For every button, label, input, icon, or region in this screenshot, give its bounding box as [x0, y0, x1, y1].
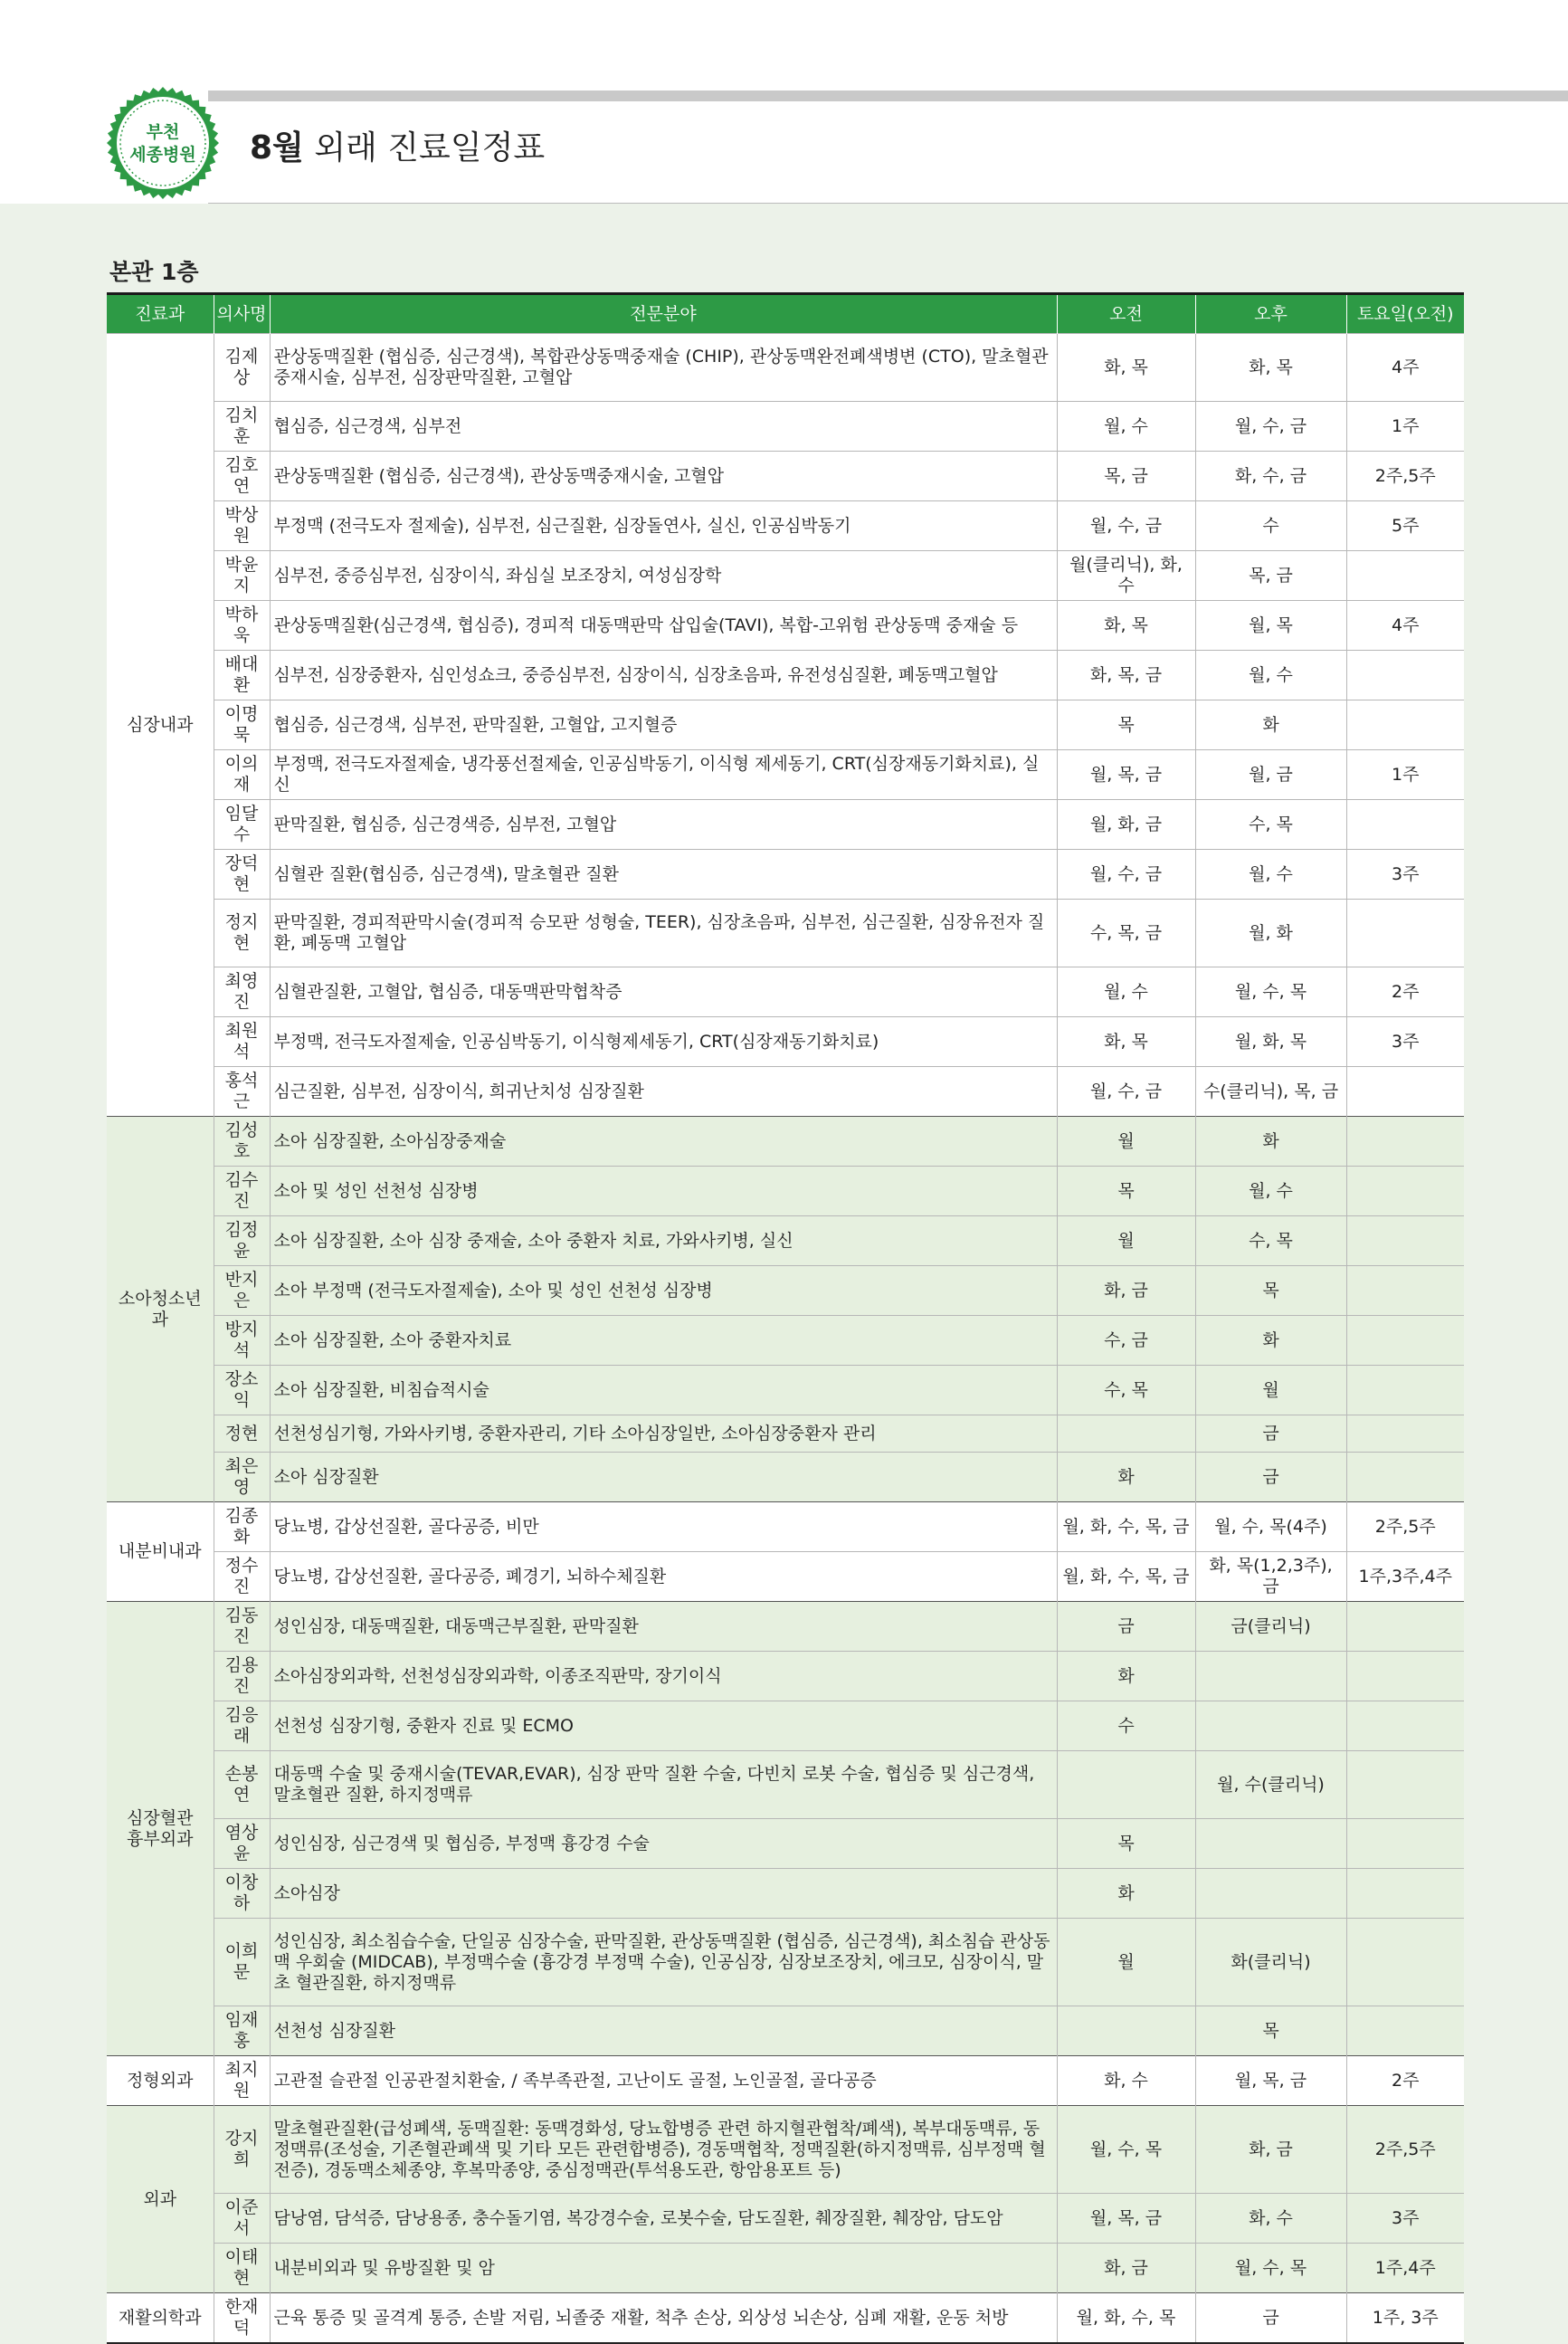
col-header-dept: 진료과	[107, 294, 214, 334]
afternoon-days: 월, 수	[1195, 651, 1346, 700]
saturday-weeks	[1346, 1602, 1464, 1652]
specialty: 소아 심장질환, 비침습적시술	[270, 1366, 1057, 1415]
saturday-weeks	[1346, 551, 1464, 601]
afternoon-days: 화, 수, 금	[1195, 452, 1346, 501]
specialty: 협심증, 심근경색, 심부전, 판막질환, 고혈압, 고지혈증	[270, 700, 1057, 750]
saturday-weeks	[1346, 1167, 1464, 1216]
specialty: 소아 심장질환, 소아 심장 중재술, 소아 중환자 치료, 가와사키병, 실신	[270, 1216, 1057, 1266]
table-row	[107, 1869, 1464, 1919]
morning-days: 월, 화, 수, 목	[1057, 2293, 1195, 2343]
doctor-name: 한재덕	[214, 2293, 270, 2343]
afternoon-days: 수(클리닉), 목, 금	[1195, 1067, 1346, 1117]
afternoon-days: 수	[1195, 501, 1346, 551]
afternoon-days	[1195, 1701, 1346, 1751]
table-row	[107, 1117, 1464, 1167]
hospital-name-line1: 부천	[146, 122, 180, 142]
specialty: 부정맥 (전극도자 절제술), 심부전, 심근질환, 심장돌연사, 실신, 인공심박동기	[270, 501, 1057, 551]
morning-days: 화, 목	[1057, 601, 1195, 651]
afternoon-days: 목, 금	[1195, 551, 1346, 601]
saturday-weeks	[1346, 1869, 1464, 1919]
afternoon-days: 수, 목	[1195, 1216, 1346, 1266]
table-row	[107, 1266, 1464, 1316]
page-header	[0, 0, 1568, 204]
specialty: 소아심장	[270, 1869, 1057, 1919]
morning-days: 화, 목, 금	[1057, 651, 1195, 700]
doctor-name: 정현	[214, 1415, 270, 1453]
doctor-name: 박하욱	[214, 601, 270, 651]
morning-days: 수	[1057, 1701, 1195, 1751]
afternoon-days	[1195, 1869, 1346, 1919]
hospital-name	[107, 121, 219, 167]
specialty: 성인심장, 최소침습수술, 단일공 심장수술, 판막질환, 관상동맥질환 (협심증, 심근경색), 최소침습 관상동맥 우회술 (MIDCAB), 부정맥수술 (흉강경 부정맥 수술), 인공심장, 심장보조장치, 에크모, 심장이식, 말초 혈관질환, 하지정맥류	[270, 1919, 1057, 2006]
morning-days: 목, 금	[1057, 452, 1195, 501]
table-row	[107, 1216, 1464, 1266]
afternoon-days	[1195, 1819, 1346, 1869]
afternoon-days	[1195, 1652, 1346, 1701]
table-row	[107, 501, 1464, 551]
afternoon-days: 화(클리닉)	[1195, 1919, 1346, 2006]
table-row	[107, 551, 1464, 601]
afternoon-days: 월, 수, 목	[1195, 967, 1346, 1017]
specialty: 성인심장, 대동맥질환, 대동맥근부질환, 판막질환	[270, 1602, 1057, 1652]
saturday-weeks: 2주	[1346, 2056, 1464, 2106]
table-row	[107, 601, 1464, 651]
saturday-weeks: 1주,3주,4주	[1346, 1552, 1464, 1602]
morning-days: 월, 목, 금	[1057, 750, 1195, 800]
doctor-name: 김정윤	[214, 1216, 270, 1266]
morning-days: 월, 수, 금	[1057, 850, 1195, 900]
saturday-weeks	[1346, 1453, 1464, 1502]
dept-name: 재활의학과	[107, 2293, 214, 2343]
saturday-weeks	[1346, 900, 1464, 967]
table-row	[107, 651, 1464, 700]
specialty: 관상동맥질환 (협심증, 심근경색), 복합관상동맥중재술 (CHIP), 관상동맥완전폐색병변 (CTO), 말초혈관중재시술, 심부전, 심장판막질환, 고혈압	[270, 334, 1057, 402]
morning-days: 월, 수, 목	[1057, 2106, 1195, 2194]
specialty: 소아심장외과학, 선천성심장외과학, 이종조직판막, 장기이식	[270, 1652, 1057, 1701]
morning-days: 월, 수	[1057, 402, 1195, 452]
table-row	[107, 750, 1464, 800]
doctor-name: 손봉연	[214, 1751, 270, 1819]
afternoon-days: 화, 목(1,2,3주), 금	[1195, 1552, 1346, 1602]
afternoon-days: 월, 목, 금	[1195, 2056, 1346, 2106]
saturday-weeks: 5주	[1346, 501, 1464, 551]
dept-group	[107, 2056, 1464, 2106]
doctor-name: 김수진	[214, 1167, 270, 1216]
morning-days: 월(클리닉), 화, 수	[1057, 551, 1195, 601]
table-row	[107, 1751, 1464, 1819]
header-divider	[208, 203, 1568, 204]
doctor-name: 김응래	[214, 1701, 270, 1751]
specialty: 당뇨병, 갑상선질환, 골다공증, 폐경기, 뇌하수체질환	[270, 1552, 1057, 1602]
saturday-weeks: 3주	[1346, 1017, 1464, 1067]
specialty: 내분비외과 및 유방질환 및 암	[270, 2244, 1057, 2293]
doctor-name: 방지석	[214, 1316, 270, 1366]
specialty: 심혈관 질환(협심증, 심근경색), 말초혈관 질환	[270, 850, 1057, 900]
dept-group	[107, 1117, 1464, 1502]
saturday-weeks	[1346, 1366, 1464, 1415]
doctor-name: 이의재	[214, 750, 270, 800]
afternoon-days: 금(클리닉)	[1195, 1602, 1346, 1652]
table-row	[107, 1701, 1464, 1751]
doctor-name: 김제상	[214, 334, 270, 402]
doctor-name: 이준서	[214, 2194, 270, 2244]
afternoon-days: 목	[1195, 1266, 1346, 1316]
afternoon-days: 월, 수	[1195, 850, 1346, 900]
doctor-name: 정지현	[214, 900, 270, 967]
afternoon-days: 월, 수, 금	[1195, 402, 1346, 452]
specialty: 소아 심장질환	[270, 1453, 1057, 1502]
saturday-weeks	[1346, 1316, 1464, 1366]
morning-days: 화	[1057, 1453, 1195, 1502]
morning-days: 화, 금	[1057, 2244, 1195, 2293]
doctor-name: 염상윤	[214, 1819, 270, 1869]
morning-days: 화, 목	[1057, 334, 1195, 402]
specialty: 소아 부정맥 (전극도자절제술), 소아 및 성인 선천성 심장병	[270, 1266, 1057, 1316]
specialty: 심부전, 심장중환자, 심인성쇼크, 중증심부전, 심장이식, 심장초음파, 유전성심질환, 폐동맥고혈압	[270, 651, 1057, 700]
morning-days	[1057, 1415, 1195, 1453]
morning-days: 금	[1057, 1602, 1195, 1652]
table-row	[107, 1919, 1464, 2006]
saturday-weeks: 1주	[1346, 402, 1464, 452]
table-row	[107, 1017, 1464, 1067]
dept-group	[107, 1602, 1464, 2056]
saturday-weeks	[1346, 1701, 1464, 1751]
doctor-name: 김종화	[214, 1502, 270, 1552]
table-row	[107, 1316, 1464, 1366]
saturday-weeks	[1346, 2006, 1464, 2056]
table-row	[107, 452, 1464, 501]
col-header-saturday: 토요일(오전)	[1346, 294, 1464, 334]
dept-name: 심장내과	[107, 334, 214, 1117]
specialty: 판막질환, 경피적판막시술(경피적 승모판 성형술, TEER), 심장초음파, 심부전, 심근질환, 심장유전자 질환, 폐동맥 고혈압	[270, 900, 1057, 967]
afternoon-days: 목	[1195, 2006, 1346, 2056]
doctor-name: 박상원	[214, 501, 270, 551]
morning-days: 수, 목	[1057, 1366, 1195, 1415]
specialty: 말초혈관질환(급성폐색, 동맥질환: 동맥경화성, 당뇨합병증 관련 하지혈관협착/폐색), 복부대동맥류, 동정맥류(조성술, 기존혈관폐색 및 기타 모든 관련합병증), 경동맥협착, 정맥질환(하지정맥류, 심부정맥 혈전증), 경동맥소체종양, 후복막종양, 중심정맥관(투석용도관, 항암용포트 등)	[270, 2106, 1057, 2194]
table-row	[107, 1552, 1464, 1602]
morning-days: 화	[1057, 1869, 1195, 1919]
afternoon-days: 월, 수, 목	[1195, 2244, 1346, 2293]
table-row	[107, 850, 1464, 900]
schedule-table-wrapper	[107, 292, 1464, 2344]
saturday-weeks	[1346, 1652, 1464, 1701]
section-label: 본관 1층	[109, 259, 199, 285]
specialty: 심근질환, 심부전, 심장이식, 희귀난치성 심장질환	[270, 1067, 1057, 1117]
table-row	[107, 2006, 1464, 2056]
afternoon-days: 화, 목	[1195, 334, 1346, 402]
dept-group	[107, 2106, 1464, 2293]
specialty: 협심증, 심근경색, 심부전	[270, 402, 1057, 452]
morning-days: 월, 화, 금	[1057, 800, 1195, 850]
doctor-name: 반지은	[214, 1266, 270, 1316]
morning-days: 목	[1057, 1819, 1195, 1869]
afternoon-days: 월	[1195, 1366, 1346, 1415]
morning-days: 수, 금	[1057, 1316, 1195, 1366]
doctor-name: 이명묵	[214, 700, 270, 750]
specialty: 선천성 심장질환	[270, 2006, 1057, 2056]
table-row	[107, 900, 1464, 967]
saturday-weeks: 2주,5주	[1346, 2106, 1464, 2194]
saturday-weeks: 1주	[1346, 750, 1464, 800]
table-row	[107, 967, 1464, 1017]
saturday-weeks: 2주,5주	[1346, 1502, 1464, 1552]
morning-days: 월, 수, 금	[1057, 501, 1195, 551]
morning-days: 화, 수	[1057, 2056, 1195, 2106]
saturday-weeks	[1346, 651, 1464, 700]
specialty: 심혈관질환, 고혈압, 협심증, 대동맥판막협착증	[270, 967, 1057, 1017]
afternoon-days: 월, 목	[1195, 601, 1346, 651]
dept-name: 외과	[107, 2106, 214, 2293]
morning-days: 월, 수, 금	[1057, 1067, 1195, 1117]
specialty: 심부전, 중증심부전, 심장이식, 좌심실 보조장치, 여성심장학	[270, 551, 1057, 601]
afternoon-days: 화	[1195, 1117, 1346, 1167]
specialty: 관상동맥질환(심근경색, 협심증), 경피적 대동맥판막 삽입술(TAVI), 복합-고위험 관상동맥 중재술 등	[270, 601, 1057, 651]
table-row	[107, 1502, 1464, 1552]
doctor-name: 강지희	[214, 2106, 270, 2194]
specialty: 소아 및 성인 선천성 심장병	[270, 1167, 1057, 1216]
doctor-name: 이태현	[214, 2244, 270, 2293]
doctor-name: 박윤지	[214, 551, 270, 601]
afternoon-days: 월, 금	[1195, 750, 1346, 800]
col-header-doctor: 의사명	[214, 294, 270, 334]
dept-name: 심장혈관 흉부외과	[107, 1602, 214, 2056]
specialty: 소아 심장질환, 소아심장중재술	[270, 1117, 1057, 1167]
doctor-name: 김치훈	[214, 402, 270, 452]
table-row	[107, 2056, 1464, 2106]
title-text: 외래 진료일정표	[303, 129, 546, 167]
col-header-afternoon: 오후	[1195, 294, 1346, 334]
morning-days: 화	[1057, 1652, 1195, 1701]
specialty: 소아 심장질환, 소아 중환자치료	[270, 1316, 1057, 1366]
col-header-morning: 오전	[1057, 294, 1195, 334]
doctor-name: 장소익	[214, 1366, 270, 1415]
specialty: 성인심장, 심근경색 및 협심증, 부정맥 흉강경 수술	[270, 1819, 1057, 1869]
dept-name: 소아청소년과	[107, 1117, 214, 1502]
page-title	[250, 127, 545, 170]
saturday-weeks	[1346, 1919, 1464, 2006]
doctor-name: 정수진	[214, 1552, 270, 1602]
doctor-name: 배대환	[214, 651, 270, 700]
morning-days: 월, 목, 금	[1057, 2194, 1195, 2244]
afternoon-days: 화, 수	[1195, 2194, 1346, 2244]
doctor-name: 김동진	[214, 1602, 270, 1652]
saturday-weeks: 3주	[1346, 2194, 1464, 2244]
doctor-name: 최원석	[214, 1017, 270, 1067]
dept-name: 정형외과	[107, 2056, 214, 2106]
afternoon-days: 월, 수	[1195, 1167, 1346, 1216]
specialty: 선천성 심장기형, 중환자 진료 및 ECMO	[270, 1701, 1057, 1751]
afternoon-days: 월, 화, 목	[1195, 1017, 1346, 1067]
table-row	[107, 1415, 1464, 1453]
table-row	[107, 1167, 1464, 1216]
morning-days: 화, 금	[1057, 1266, 1195, 1316]
table-row	[107, 2293, 1464, 2343]
table-row	[107, 2194, 1464, 2244]
saturday-weeks	[1346, 1751, 1464, 1819]
saturday-weeks: 3주	[1346, 850, 1464, 900]
hospital-name-line2: 세종병원	[129, 145, 196, 165]
saturday-weeks: 1주,4주	[1346, 2244, 1464, 2293]
table-row	[107, 1067, 1464, 1117]
table-header	[107, 294, 1464, 334]
afternoon-days: 화, 금	[1195, 2106, 1346, 2194]
morning-days: 월	[1057, 1117, 1195, 1167]
morning-days	[1057, 2006, 1195, 2056]
morning-days: 월, 화, 수, 목, 금	[1057, 1502, 1195, 1552]
table-row	[107, 800, 1464, 850]
dept-group	[107, 2293, 1464, 2343]
schedule-table	[107, 292, 1464, 2342]
table-row	[107, 2244, 1464, 2293]
header-rule	[208, 91, 1568, 101]
morning-days: 목	[1057, 1167, 1195, 1216]
table-row	[107, 700, 1464, 750]
saturday-weeks	[1346, 700, 1464, 750]
specialty: 판막질환, 협심증, 심근경색증, 심부전, 고혈압	[270, 800, 1057, 850]
doctor-name: 최영진	[214, 967, 270, 1017]
doctor-name: 임달수	[214, 800, 270, 850]
afternoon-days: 수, 목	[1195, 800, 1346, 850]
table-row	[107, 1366, 1464, 1415]
dept-name: 내분비내과	[107, 1502, 214, 1602]
saturday-weeks	[1346, 800, 1464, 850]
morning-days: 수, 목, 금	[1057, 900, 1195, 967]
specialty: 근육 통증 및 골격계 통증, 손발 저림, 뇌졸중 재활, 척추 손상, 외상성 뇌손상, 심폐 재활, 운동 처방	[270, 2293, 1057, 2343]
doctor-name: 이희문	[214, 1919, 270, 2006]
afternoon-days: 금	[1195, 2293, 1346, 2343]
saturday-weeks	[1346, 1415, 1464, 1453]
doctor-name: 김성호	[214, 1117, 270, 1167]
saturday-weeks	[1346, 1266, 1464, 1316]
specialty: 담낭염, 담석증, 담낭용종, 충수돌기염, 복강경수술, 로봇수술, 담도질환, 췌장질환, 췌장암, 담도암	[270, 2194, 1057, 2244]
afternoon-days: 금	[1195, 1415, 1346, 1453]
morning-days: 화, 목	[1057, 1017, 1195, 1067]
morning-days: 목	[1057, 700, 1195, 750]
specialty: 부정맥, 전극도자절제술, 인공심박동기, 이식형제세동기, CRT(심장재동기화치료)	[270, 1017, 1057, 1067]
saturday-weeks: 2주,5주	[1346, 452, 1464, 501]
saturday-weeks: 1주, 3주	[1346, 2293, 1464, 2343]
specialty: 고관절 슬관절 인공관절치환술, / 족부족관절, 고난이도 골절, 노인골절, 골다공증	[270, 2056, 1057, 2106]
doctor-name: 홍석근	[214, 1067, 270, 1117]
doctor-name: 김용진	[214, 1652, 270, 1701]
table-row	[107, 334, 1464, 402]
table-row	[107, 1652, 1464, 1701]
morning-days: 월, 수	[1057, 967, 1195, 1017]
doctor-name: 이창하	[214, 1869, 270, 1919]
saturday-weeks: 4주	[1346, 334, 1464, 402]
table-row	[107, 402, 1464, 452]
table-row	[107, 1602, 1464, 1652]
doctor-name: 장덕현	[214, 850, 270, 900]
saturday-weeks: 4주	[1346, 601, 1464, 651]
afternoon-days: 화	[1195, 1316, 1346, 1366]
afternoon-days: 금	[1195, 1453, 1346, 1502]
col-header-specialty: 전문분야	[270, 294, 1057, 334]
doctor-name: 김호연	[214, 452, 270, 501]
table-row	[107, 1819, 1464, 1869]
saturday-weeks	[1346, 1819, 1464, 1869]
doctor-name: 최은영	[214, 1453, 270, 1502]
doctor-name: 임재홍	[214, 2006, 270, 2056]
morning-days	[1057, 1751, 1195, 1819]
dept-group	[107, 1502, 1464, 1602]
afternoon-days: 월, 화	[1195, 900, 1346, 967]
morning-days: 월	[1057, 1216, 1195, 1266]
saturday-weeks	[1346, 1216, 1464, 1266]
afternoon-days: 화	[1195, 700, 1346, 750]
saturday-weeks: 2주	[1346, 967, 1464, 1017]
specialty: 선천성심기형, 가와사키병, 중환자관리, 기타 소아심장일반, 소아심장중환자 관리	[270, 1415, 1057, 1453]
specialty: 부정맥, 전극도자절제술, 냉각풍선절제술, 인공심박동기, 이식형 제세동기, CRT(심장재동기화치료), 실신	[270, 750, 1057, 800]
specialty: 대동맥 수술 및 중재시술(TEVAR,EVAR), 심장 판막 질환 수술, 다빈치 로봇 수술, 협심증 및 심근경색, 말초혈관 질환, 하지정맥류	[270, 1751, 1057, 1819]
morning-days: 월, 화, 수, 목, 금	[1057, 1552, 1195, 1602]
table-row	[107, 2106, 1464, 2194]
afternoon-days: 월, 수(클리닉)	[1195, 1751, 1346, 1819]
saturday-weeks	[1346, 1117, 1464, 1167]
afternoon-days: 월, 수, 목(4주)	[1195, 1502, 1346, 1552]
dept-group	[107, 334, 1464, 1117]
morning-days: 월	[1057, 1919, 1195, 2006]
specialty: 관상동맥질환 (협심증, 심근경색), 관상동맥중재시술, 고혈압	[270, 452, 1057, 501]
title-month: 8월	[250, 129, 304, 167]
table-row	[107, 1453, 1464, 1502]
saturday-weeks	[1346, 1067, 1464, 1117]
doctor-name: 최지원	[214, 2056, 270, 2106]
specialty: 당뇨병, 갑상선질환, 골다공증, 비만	[270, 1502, 1057, 1552]
